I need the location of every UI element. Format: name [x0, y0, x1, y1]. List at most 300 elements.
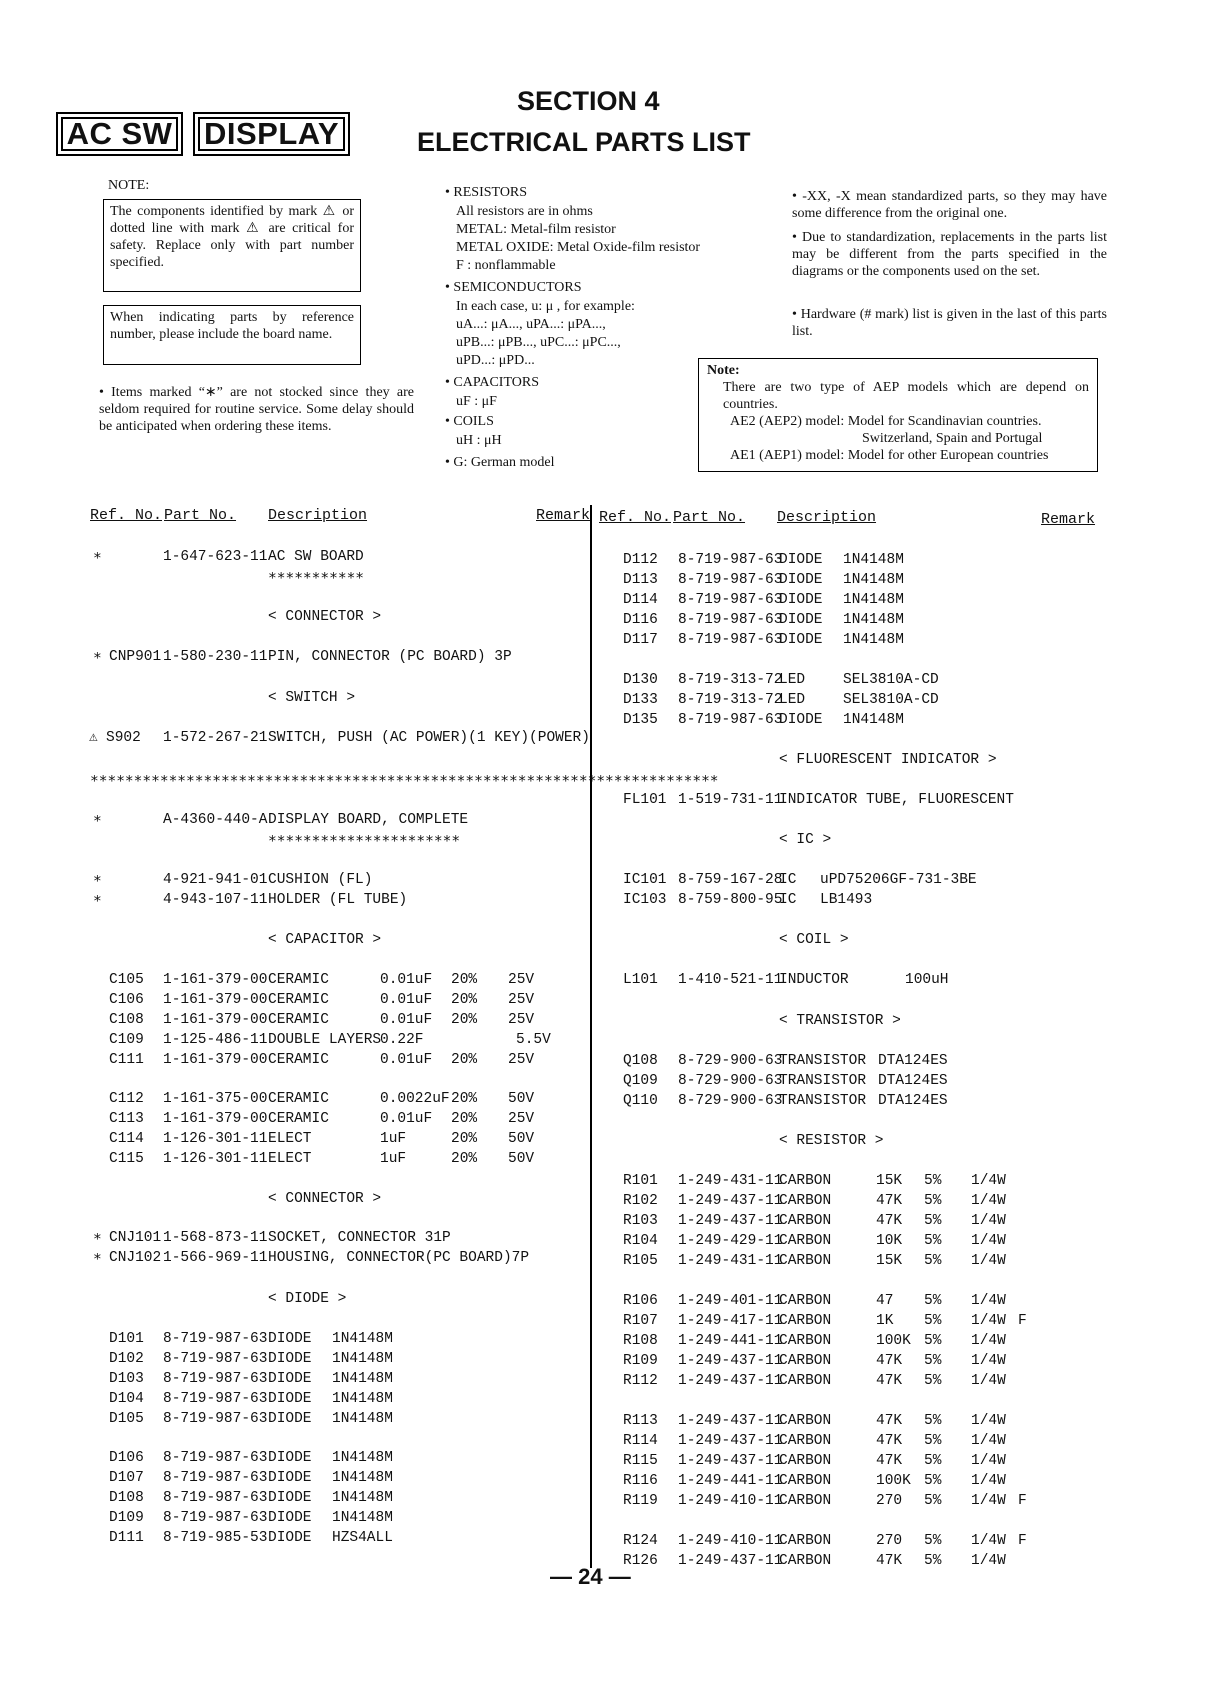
value-3: 1/4W [971, 1493, 1006, 1509]
ref-no: D102 [109, 1351, 144, 1367]
part-no: 8-719-987-63 [163, 1351, 268, 1367]
part-no: 8-719-987-63 [163, 1470, 268, 1486]
value-1: 47 [876, 1293, 894, 1309]
value-1: 1uF [380, 1151, 407, 1167]
part-no: 1-568-873-11 [163, 1230, 268, 1246]
value-3: 1/4W [971, 1373, 1006, 1389]
remark: F [1018, 1313, 1027, 1329]
part-no: 8-719-985-53 [163, 1530, 268, 1546]
part-no: 1-249-429-11 [678, 1233, 783, 1249]
ref-no: D104 [109, 1391, 144, 1407]
value-3: 1/4W [971, 1433, 1006, 1449]
description: CARBON [779, 1213, 832, 1229]
value-2: 5% [924, 1553, 942, 1569]
part-no: 1-249-417-11 [678, 1313, 783, 1329]
value-2: 20% [451, 1151, 478, 1167]
description: DIODE [779, 612, 823, 628]
ref-no: D133 [623, 692, 658, 708]
ref-no: CNJ101 [109, 1230, 162, 1246]
description: CARBON [779, 1293, 832, 1309]
value-1: DTA124ES [878, 1073, 948, 1089]
description: CARBON [779, 1533, 832, 1549]
value-1: 1N4148M [332, 1391, 393, 1407]
description: CERAMIC [268, 1012, 329, 1028]
right-header-desc: Description [777, 509, 877, 526]
value-2: 20% [451, 972, 478, 988]
value-1: 0.01uF [380, 1052, 433, 1068]
ref-no: C106 [109, 992, 144, 1008]
value-3: 50V [508, 1091, 535, 1107]
part-no: 8-719-987-63 [678, 552, 783, 568]
ref-no: Q109 [623, 1073, 658, 1089]
value-1: 47K [876, 1433, 903, 1449]
value-1: 1N4148M [843, 552, 904, 568]
ref-no: D112 [623, 552, 658, 568]
value-1: 270 [876, 1493, 903, 1509]
value-2: 5% [924, 1253, 942, 1269]
ref-no: D105 [109, 1411, 144, 1427]
page-title: ELECTRICAL PARTS LIST [417, 127, 751, 157]
part-no: 8-759-800-95 [678, 892, 783, 908]
ae1-label: AE1 (AEP1) model: [730, 448, 845, 463]
description: IC [779, 872, 797, 888]
ref-no: D116 [623, 612, 658, 628]
ref-no: D111 [109, 1530, 144, 1546]
display-tag: DISPLAY [193, 112, 350, 156]
value-2: 20% [451, 1111, 478, 1127]
description: CARBON [779, 1413, 832, 1429]
description: DIODE [779, 552, 823, 568]
description: HOUSING, CONNECTOR(PC BOARD)7P [268, 1250, 530, 1266]
middle-note-line: • RESISTORS [445, 185, 528, 200]
description: DIODE [268, 1371, 312, 1387]
ref-no: C109 [109, 1032, 144, 1048]
value-1: HZS4ALL [332, 1530, 393, 1546]
description: DIODE [268, 1331, 312, 1347]
description: CERAMIC [268, 1091, 329, 1107]
part-no: 1-580-230-11 [163, 649, 268, 665]
part-no: 1-249-431-11 [678, 1253, 783, 1269]
ref-no: R106 [623, 1293, 658, 1309]
part-no: 1-249-401-11 [678, 1293, 783, 1309]
part-no: 8-719-987-63 [163, 1510, 268, 1526]
description: PIN, CONNECTOR (PC BOARD) 3P [268, 649, 512, 665]
ref-no: R114 [623, 1433, 658, 1449]
value-3: 1/4W [971, 1293, 1006, 1309]
value-2: 5% [924, 1293, 942, 1309]
right-header-ref: Ref. No. [599, 509, 672, 526]
part-no: 1-161-379-00 [163, 992, 268, 1008]
left-header-ref: Ref. No. [90, 507, 163, 524]
left-header-remark: Remark [536, 507, 591, 524]
value-2: 20% [451, 1012, 478, 1028]
value-1: DTA124ES [878, 1093, 948, 1109]
part-no: 4-943-107-11 [163, 892, 268, 908]
stock-mark: ∗ [93, 872, 102, 888]
value-1: SEL3810A-CD [843, 692, 939, 708]
ref-no: R113 [623, 1413, 658, 1429]
value-1: 1N4148M [843, 712, 904, 728]
part-no: 8-729-900-63 [678, 1093, 783, 1109]
value-2: 20% [451, 992, 478, 1008]
description: CARBON [779, 1193, 832, 1209]
category-label: < DIODE > [268, 1291, 347, 1307]
items-marked-note: • Items marked “∗” are not stocked since they are seldom required for routine service. Some delay should be anticipated when ordering these items. [99, 385, 414, 434]
middle-note-line: • G: German model [445, 455, 555, 470]
value-3: 1/4W [971, 1333, 1006, 1349]
part-no: 1-249-431-11 [678, 1173, 783, 1189]
description: DIODE [268, 1490, 312, 1506]
category-label: < IC > [779, 832, 832, 848]
value-2: 5% [924, 1493, 942, 1509]
ref-no: R102 [623, 1193, 658, 1209]
value-3: 1/4W [971, 1473, 1006, 1489]
description: INDICATOR TUBE, FLUORESCENT [779, 792, 1014, 808]
ref-no: D103 [109, 1371, 144, 1387]
left-header-desc: Description [268, 507, 368, 524]
part-no: 8-719-987-63 [163, 1371, 268, 1387]
ref-no: D107 [109, 1470, 144, 1486]
value-3: 1/4W [971, 1233, 1006, 1249]
description: ELECT [268, 1151, 312, 1167]
middle-note-line: • SEMICONDUCTORS [445, 280, 582, 295]
part-no: 1-161-379-00 [163, 1052, 268, 1068]
ref-no: R116 [623, 1473, 658, 1489]
part-no: 8-719-313-72 [678, 692, 783, 708]
value-1: 0.01uF [380, 992, 433, 1008]
middle-note-line: uPD...: μPD... [456, 353, 535, 368]
stock-mark: ⚠ [89, 730, 98, 746]
part-no: 1-161-379-00 [163, 1111, 268, 1127]
value-1: 47K [876, 1453, 903, 1469]
safety-note-box: The components identified by mark ⚠ or dotted line with mark ⚠ are critical for safety. Replace only with part number specified. [103, 199, 361, 292]
value-2: 20% [451, 1131, 478, 1147]
ref-no: C108 [109, 1012, 144, 1028]
description: TRANSISTOR [779, 1053, 867, 1069]
aep-note-box [698, 358, 1098, 472]
stock-mark: ∗ [93, 1230, 102, 1246]
value-3: 25V [508, 1052, 535, 1068]
value-2: 5% [924, 1313, 942, 1329]
value-1: 0.22F [380, 1032, 424, 1048]
value-1: 100K [876, 1473, 911, 1489]
description: CARBON [779, 1313, 832, 1329]
value-2: 20% [451, 1091, 478, 1107]
value-3: 1/4W [971, 1353, 1006, 1369]
description: ∗∗∗∗∗∗∗∗∗∗∗∗∗∗∗∗∗∗∗∗∗∗ [268, 832, 461, 848]
value-2: 5% [924, 1333, 942, 1349]
value-1: LB1493 [820, 892, 873, 908]
category-label: < COIL > [779, 932, 849, 948]
value-1: 270 [876, 1533, 903, 1549]
ref-no: R109 [623, 1353, 658, 1369]
description: CARBON [779, 1553, 832, 1569]
description: CERAMIC [268, 1111, 329, 1127]
middle-note-line: F : nonflammable [456, 258, 556, 273]
value-2: 5% [924, 1533, 942, 1549]
value-1: 1N4148M [843, 572, 904, 588]
description: DOUBLE LAYERS [268, 1032, 382, 1048]
category-label: < TRANSISTOR > [779, 1013, 901, 1029]
category-label: < FLUORESCENT INDICATOR > [779, 752, 997, 768]
middle-note-line: uPB...: μPB..., uPC...: μPC..., [456, 335, 621, 350]
part-no: 1-249-437-11 [678, 1213, 783, 1229]
part-no: 8-719-313-72 [678, 672, 783, 688]
description: IC [779, 892, 797, 908]
part-no: 1-161-375-00 [163, 1091, 268, 1107]
value-1: 1N4148M [843, 592, 904, 608]
value-1: 47K [876, 1413, 903, 1429]
value-3: 1/4W [971, 1193, 1006, 1209]
description: DIODE [268, 1450, 312, 1466]
reference-note-box: When indicating parts by reference number, please include the board name. [103, 305, 361, 365]
value-1: 15K [876, 1173, 903, 1189]
ref-no: R124 [623, 1533, 658, 1549]
ref-no: R105 [623, 1253, 658, 1269]
description: CARBON [779, 1173, 832, 1189]
description: DIODE [779, 572, 823, 588]
description: DIODE [779, 712, 823, 728]
value-1: 0.01uF [380, 1111, 433, 1127]
ref-no: D106 [109, 1450, 144, 1466]
part-no: 1-161-379-00 [163, 972, 268, 988]
value-3: 1/4W [971, 1253, 1006, 1269]
value-1: DTA124ES [878, 1053, 948, 1069]
description: SOCKET, CONNECTOR 31P [268, 1230, 451, 1246]
part-no: 8-719-987-63 [678, 612, 783, 628]
part-no: A-4360-440-A [163, 812, 268, 828]
ref-no: IC103 [623, 892, 667, 908]
right-header-part: Part No. [673, 509, 746, 526]
description: CARBON [779, 1453, 832, 1469]
ref-no: R112 [623, 1373, 658, 1389]
middle-note-line: • COILS [445, 414, 494, 429]
part-no: 8-719-987-63 [163, 1490, 268, 1506]
description: SWITCH, PUSH (AC POWER)(1 KEY)(POWER) [268, 730, 590, 746]
stock-mark: ∗ [93, 812, 102, 828]
value-1: 1N4148M [332, 1331, 393, 1347]
part-no: 1-249-437-11 [678, 1433, 783, 1449]
ref-no: S902 [106, 730, 141, 746]
ref-no: C111 [109, 1052, 144, 1068]
ref-no: Q108 [623, 1053, 658, 1069]
value-2: 5% [924, 1233, 942, 1249]
value-3: 50V [508, 1151, 535, 1167]
value-1: 1uF [380, 1131, 407, 1147]
part-no: 1-249-441-11 [678, 1473, 783, 1489]
description: DIODE [779, 592, 823, 608]
ref-no: C112 [109, 1091, 144, 1107]
description: DIODE [268, 1411, 312, 1427]
part-no: 8-729-900-63 [678, 1073, 783, 1089]
description: DIODE [268, 1510, 312, 1526]
part-no: 1-249-437-11 [678, 1373, 783, 1389]
description: CARBON [779, 1353, 832, 1369]
ae1-text: Model for other European countries [847, 448, 1049, 463]
description: CARBON [779, 1373, 832, 1389]
stock-mark: ∗ [93, 649, 102, 665]
value-1: 47K [876, 1373, 903, 1389]
value-1: SEL3810A-CD [843, 672, 939, 688]
value-2: 5% [924, 1373, 942, 1389]
description: CARBON [779, 1333, 832, 1349]
ref-no: R101 [623, 1173, 658, 1189]
stock-mark: ∗ [93, 892, 102, 908]
description: LED [779, 692, 806, 708]
part-no: 8-719-987-63 [163, 1411, 268, 1427]
ref-no: C115 [109, 1151, 144, 1167]
standardization-note: • Due to standardization, replacements in the parts list may be different from the parts specified in the diagrams or the components used on the set. [792, 230, 1107, 279]
ref-no: R103 [623, 1213, 658, 1229]
category-label: < RESISTOR > [779, 1133, 884, 1149]
ref-no: R107 [623, 1313, 658, 1329]
value-3: 1/4W [971, 1413, 1006, 1429]
ref-no: D113 [623, 572, 658, 588]
value-1: 1N4148M [332, 1351, 393, 1367]
ref-no: R119 [623, 1493, 658, 1509]
middle-note-line: • CAPACITORS [445, 375, 539, 390]
middle-note-line: METAL: Metal-film resistor [456, 222, 616, 237]
description: ELECT [268, 1131, 312, 1147]
part-no: 8-719-987-63 [678, 592, 783, 608]
part-no: 8-719-987-63 [163, 1450, 268, 1466]
part-no: 1-249-410-11 [678, 1493, 783, 1509]
ref-no: FL101 [623, 792, 667, 808]
part-no: 1-126-301-11 [163, 1131, 268, 1147]
ref-no: C105 [109, 972, 144, 988]
description: CARBON [779, 1473, 832, 1489]
part-no: 8-729-900-63 [678, 1053, 783, 1069]
ref-no: D135 [623, 712, 658, 728]
ref-no: D108 [109, 1490, 144, 1506]
stock-mark: ∗ [93, 1250, 102, 1266]
ae2-text: Model for Scandinavian countries. [847, 414, 1042, 429]
ref-no: R126 [623, 1553, 658, 1569]
description: CERAMIC [268, 992, 329, 1008]
value-1: 1N4148M [332, 1510, 393, 1526]
description: CERAMIC [268, 972, 329, 988]
description: DISPLAY BOARD, COMPLETE [268, 812, 469, 828]
part-no: 1-249-437-11 [678, 1453, 783, 1469]
remark: F [1018, 1493, 1027, 1509]
value-3: 5.5V [516, 1032, 551, 1048]
value-3: 50V [508, 1131, 535, 1147]
value-2: 5% [924, 1213, 942, 1229]
middle-note-line: uF : μF [456, 394, 497, 409]
ref-no: R108 [623, 1333, 658, 1349]
value-1: 47K [876, 1213, 903, 1229]
standardized-note: • -XX, -X mean standardized parts, so they may have some difference from the original one. [792, 189, 1107, 221]
value-1: 1N4148M [332, 1450, 393, 1466]
column-divider [590, 505, 592, 1568]
part-no: 1-410-521-11 [678, 972, 783, 988]
ref-no: D130 [623, 672, 658, 688]
value-1: 1N4148M [332, 1411, 393, 1427]
part-no: 8-719-987-63 [163, 1391, 268, 1407]
remark: F [1018, 1533, 1027, 1549]
ref-no: R115 [623, 1453, 658, 1469]
value-2: 5% [924, 1433, 942, 1449]
part-no: 8-719-987-63 [678, 572, 783, 588]
middle-note-line: uA...: μA..., uPA...: μPA..., [456, 317, 606, 332]
description: AC SW BOARD [268, 549, 364, 565]
value-1: 47K [876, 1193, 903, 1209]
part-no: 1-647-623-11 [163, 549, 268, 565]
value-1: 1N4148M [332, 1470, 393, 1486]
part-no: 4-921-941-01 [163, 872, 268, 888]
value-3: 1/4W [971, 1553, 1006, 1569]
value-1: 47K [876, 1353, 903, 1369]
ref-no: L101 [623, 972, 658, 988]
description: CERAMIC [268, 1052, 329, 1068]
part-no: 1-249-437-11 [678, 1553, 783, 1569]
part-no: 1-126-301-11 [163, 1151, 268, 1167]
stock-mark: ∗ [93, 549, 102, 565]
part-no: 1-572-267-21 [163, 730, 268, 746]
value-3: 25V [508, 1111, 535, 1127]
description: DIODE [268, 1351, 312, 1367]
ref-no: D109 [109, 1510, 144, 1526]
ref-no: CNP901 [109, 649, 162, 665]
part-no: 8-719-987-63 [678, 712, 783, 728]
description: DIODE [268, 1530, 312, 1546]
part-no: 8-759-167-28 [678, 872, 783, 888]
category-label: < SWITCH > [268, 690, 356, 706]
value-3: 25V [508, 1012, 535, 1028]
value-1: 100K [876, 1333, 911, 1349]
value-1: 0.01uF [380, 972, 433, 988]
left-header-part: Part No. [164, 507, 237, 524]
value-1: 1N4148M [843, 632, 904, 648]
ref-no: C113 [109, 1111, 144, 1127]
description: TRANSISTOR [779, 1093, 867, 1109]
description: CARBON [779, 1493, 832, 1509]
description: CARBON [779, 1433, 832, 1449]
ref-no: D117 [623, 632, 658, 648]
part-no: 1-249-441-11 [678, 1333, 783, 1349]
section-number: SECTION 4 [517, 86, 660, 116]
description: CUSHION (FL) [268, 872, 373, 888]
part-no: 1-566-969-11 [163, 1250, 268, 1266]
value-3: 1/4W [971, 1533, 1006, 1549]
description: DIODE [268, 1391, 312, 1407]
ref-no: D101 [109, 1331, 144, 1347]
category-label: < CAPACITOR > [268, 932, 382, 948]
page-number: — 24 — [550, 1564, 631, 1589]
part-no: 8-719-987-63 [678, 632, 783, 648]
description: HOLDER (FL TUBE) [268, 892, 408, 908]
ref-no: C114 [109, 1131, 144, 1147]
value-1: 0.01uF [380, 1012, 433, 1028]
part-no: 8-719-987-63 [163, 1331, 268, 1347]
value-2: 5% [924, 1473, 942, 1489]
value-1: 100uH [905, 972, 949, 988]
part-no: 1-249-410-11 [678, 1533, 783, 1549]
value-1: 1N4148M [332, 1371, 393, 1387]
value-1: 1N4148M [843, 612, 904, 628]
description: CARBON [779, 1233, 832, 1249]
value-3: 1/4W [971, 1453, 1006, 1469]
value-2: 20% [451, 1052, 478, 1068]
aep-note-title: Note: [707, 363, 740, 378]
ae2-text-2: Switzerland, Spain and Portugal [862, 431, 1043, 446]
hardware-note: • Hardware (# mark) list is given in the last of this parts list. [792, 307, 1107, 339]
description: TRANSISTOR [779, 1073, 867, 1089]
value-3: 25V [508, 992, 535, 1008]
value-2: 5% [924, 1173, 942, 1189]
middle-note-line: uH : μH [456, 433, 502, 448]
part-no: 1-249-437-11 [678, 1353, 783, 1369]
